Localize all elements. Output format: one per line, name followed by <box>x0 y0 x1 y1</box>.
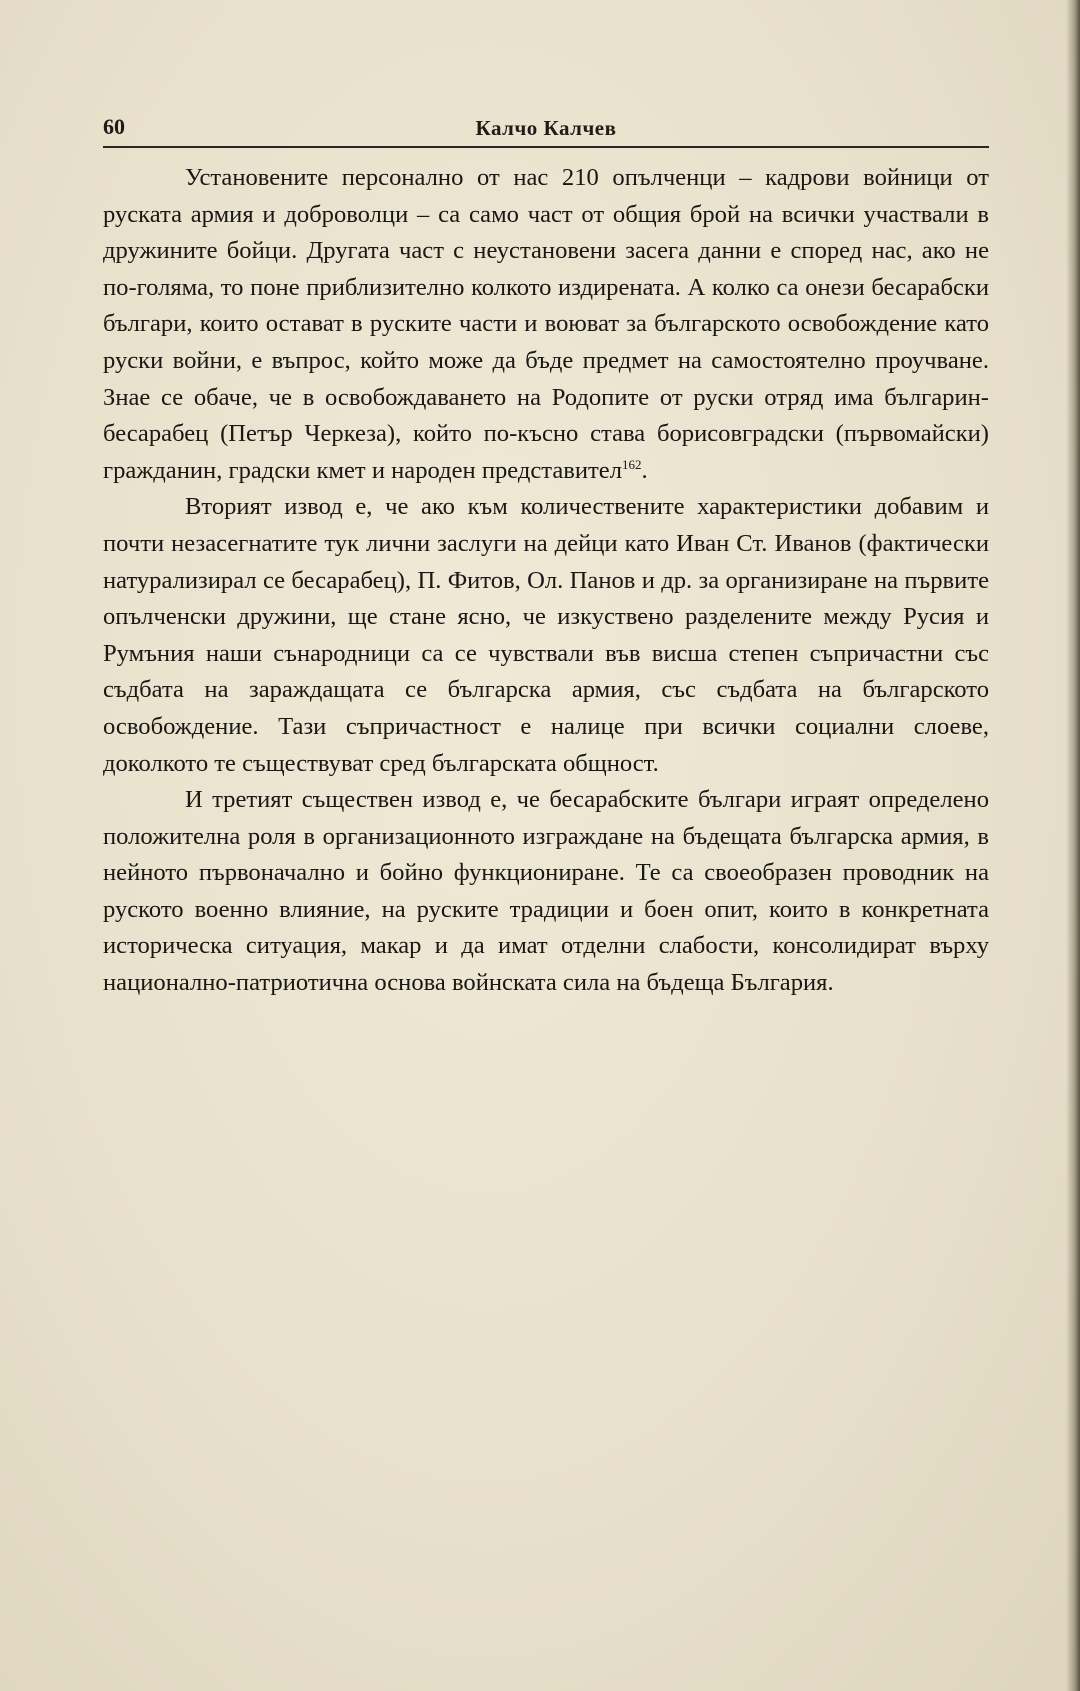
page-edge-shadow <box>1066 0 1080 1691</box>
paragraph-tail: . <box>641 456 648 484</box>
paragraph-text: И третият съществен извод е, че бесарабските българи играят определено положителна роля в организационното изграждане на бъдещата българска армия, в нейното първоначално и бойно функциониране. Те са своеобразен проводник на руското военно влияние, на руските традиции и боен опит, които в конкретната историческа ситуация, макар и да имат отделни слабости, консолидират върху национално-патриотична основа войнската сила на бъдеща България. <box>103 786 989 997</box>
footnote-reference: 162 <box>621 456 642 472</box>
running-head: Калчо Калчев <box>475 116 617 140</box>
page-header <box>103 112 989 148</box>
paragraph-text: Вторият извод е, че ако към количествените характеристики добавим и почти незасегнатите тук лични заслуги на дейци като Иван Ст. Иванов (фактически натурализирал се бесарабец), П. Фитов, Ол. Панов и др. за организиране на първите опълченски дружини, ще стане ясно, че изкуствено разделените между Русия и Румъния наши сънародници са се чувствали във висша степен съпричастни със съдбата на зараждащата се българска армия, със съдбата на българското освобождение. Тази съпричастност е налице при всички социални слоеве, доколкото те съществуват сред българската общност. <box>103 493 989 777</box>
paragraph <box>103 489 989 782</box>
paragraph <box>103 782 989 1002</box>
page-number: 60 <box>103 114 125 139</box>
paragraph-text: Установените персонално от нас 210 опълченци – кадрови войници от руската армия и доброволци – са само част от общия брой на всички участвали в дружините бойци. Другата част с неустановени засега данни е според нас, ако не по-голяма, то поне приблизително колкото издирената. А колко са онези бесарабски българи, които остават в руските части и воюват за българското освобождение като руски войни, е въпрос, който може да бъде предмет на самостоятелно проучване. Знае се обаче, че в освобождаването на Родопите от руски отряд има българин-бесарабец (Петър Черкеза), който по-късно става борисовградски (първомайски) гражданин, градски кмет и народен представител <box>103 164 989 484</box>
paragraph <box>103 160 989 489</box>
body-text <box>103 160 989 1002</box>
